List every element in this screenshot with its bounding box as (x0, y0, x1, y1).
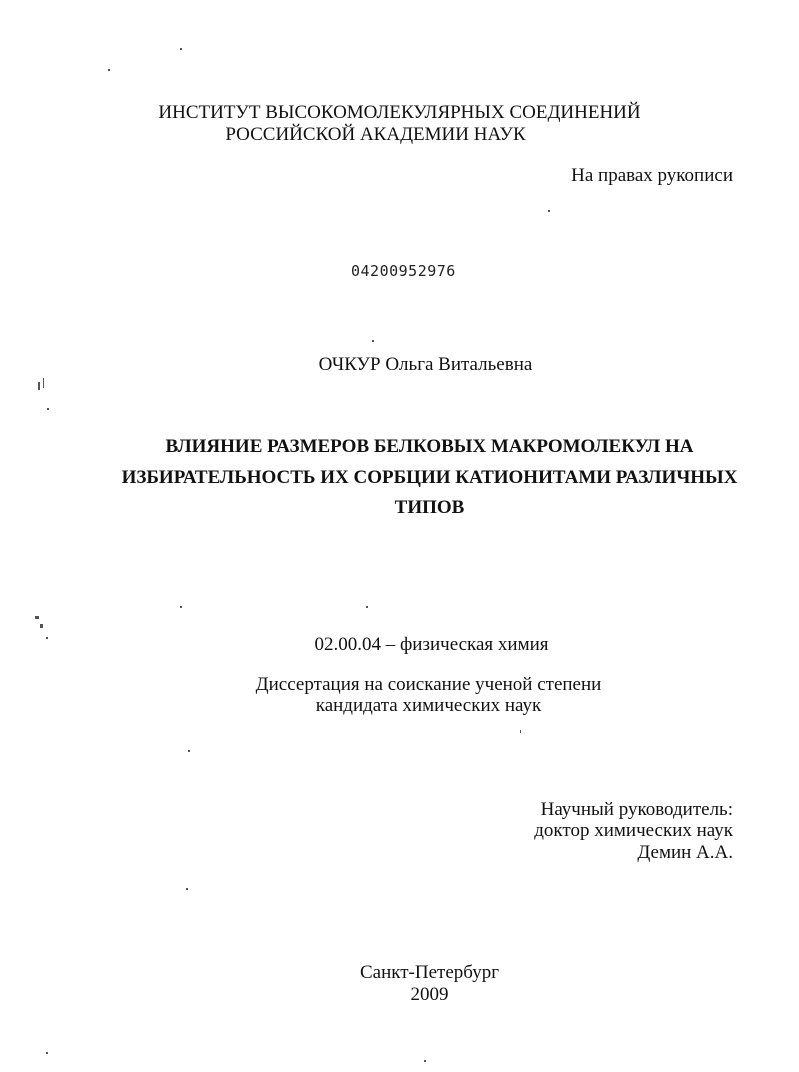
scan-speck (47, 408, 49, 410)
scan-speck (108, 69, 110, 71)
title-line-2: ИЗБИРАТЕЛЬНОСТЬ ИХ СОРБЦИИ КАТИОНИТАМИ РАЗЛИЧНЫХ (121, 467, 738, 488)
institute-line-1: ИНСТИТУТ ВЫСОКОМОЛЕКУЛЯРНЫХ СОЕДИНЕНИЙ (158, 102, 641, 123)
scan-speck (35, 616, 39, 619)
title-line-1: ВЛИЯНИЕ РАЗМЕРОВ БЕЛКОВЫХ МАКРОМОЛЕКУЛ НА (165, 436, 694, 457)
institute-line-2: РОССИЙСКОЙ АКАДЕМИИ НАУК (225, 124, 526, 145)
supervisor-degree: доктор химических наук (534, 820, 733, 841)
scan-speck (188, 750, 190, 752)
degree-line-1: Диссертация на соискание ученой степени (255, 674, 602, 695)
scan-speck (424, 1060, 426, 1062)
specialty: 02.00.04 – физическая химия (314, 634, 549, 655)
scan-speck (43, 378, 44, 388)
scan-speck (180, 48, 182, 50)
scan-speck (186, 888, 188, 890)
scan-speck (520, 730, 521, 733)
footer-city: Санкт-Петербург (359, 962, 499, 983)
scan-speck (372, 340, 374, 342)
degree-line-2: кандидата химических наук (315, 695, 542, 716)
registration-number: 04200952976 (351, 262, 456, 280)
scan-speck (548, 210, 550, 212)
supervisor-name: Демин А.А. (637, 842, 733, 863)
scan-speck (38, 382, 40, 390)
footer-year: 2009 (410, 984, 449, 1005)
scan-speck (40, 624, 43, 628)
scan-speck (46, 1052, 48, 1054)
title-line-3: ТИПОВ (394, 497, 465, 518)
supervisor-label: Научный руководитель: (540, 799, 733, 820)
scan-speck (366, 606, 368, 608)
author-name: ОЧКУР Ольга Витальевна (318, 354, 533, 375)
manuscript-note: На правах рукописи (571, 165, 733, 186)
scan-speck (180, 606, 182, 608)
scan-speck (46, 637, 48, 639)
